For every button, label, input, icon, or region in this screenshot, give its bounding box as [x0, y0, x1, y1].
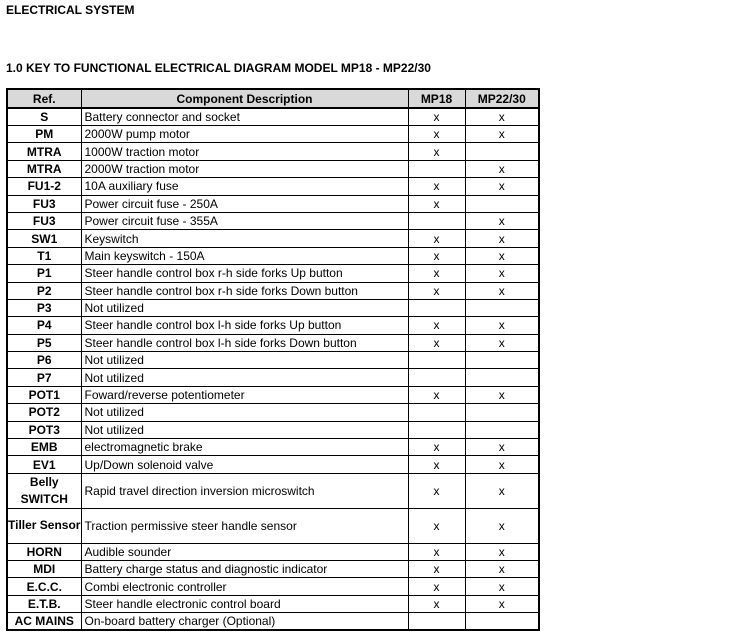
table-row [7, 317, 539, 334]
mp18-cell: x [408, 317, 465, 334]
description-cell: Combi electronic controller [81, 578, 408, 595]
mp22-30-cell [465, 352, 539, 369]
table-row [7, 143, 539, 160]
mp18-cell: x [408, 178, 465, 195]
description-cell: Audible sounder [81, 543, 408, 560]
header-ref: Ref. [7, 89, 81, 108]
ref-cell: FU1-2 [7, 178, 81, 195]
ref-cell: EMB [7, 439, 81, 456]
mp22-30-cell [465, 421, 539, 438]
table-row [7, 404, 539, 421]
mp22-30-cell: x [465, 456, 539, 473]
mp22-30-cell: x [465, 473, 539, 508]
ref-cell: MDI [7, 561, 81, 578]
ref-cell: PM [7, 126, 81, 143]
mp22-30-cell: x [465, 160, 539, 177]
ref-cell: Belly SWITCH [7, 473, 81, 508]
mp22-30-cell: x [465, 247, 539, 264]
ref-cell: FU3 [7, 195, 81, 212]
mp22-30-cell: x [465, 561, 539, 578]
ref-cell: FU3 [7, 212, 81, 229]
description-cell: 1000W traction motor [81, 143, 408, 160]
mp22-30-cell: x [465, 508, 539, 543]
mp22-30-cell: x [465, 230, 539, 247]
mp22-30-cell: x [465, 317, 539, 334]
description-cell: Not utilized [81, 299, 408, 316]
ref-cell: S [7, 108, 81, 126]
mp18-cell: x [408, 508, 465, 543]
mp22-30-cell: x [465, 578, 539, 595]
mp18-cell [408, 299, 465, 316]
description-cell: Steer handle control box r-h side forks Up button [81, 265, 408, 282]
table-row [7, 369, 539, 386]
mp22-30-cell: x [465, 439, 539, 456]
mp22-30-cell: x [465, 595, 539, 612]
ref-cell: SW1 [7, 230, 81, 247]
description-cell: Not utilized [81, 352, 408, 369]
description-cell: Keyswitch [81, 230, 408, 247]
mp22-30-cell: x [465, 126, 539, 143]
mp18-cell: x [408, 282, 465, 299]
description-cell: Battery charge status and diagnostic indicator [81, 561, 408, 578]
ref-cell: E.T.B. [7, 595, 81, 612]
mp22-30-cell: x [465, 334, 539, 351]
ref-cell: P2 [7, 282, 81, 299]
table-row [7, 613, 539, 631]
table-row [7, 561, 539, 578]
description-cell: 10A auxiliary fuse [81, 178, 408, 195]
ref-cell: AC MAINS [7, 613, 81, 631]
mp18-cell: x [408, 334, 465, 351]
table-row [7, 334, 539, 351]
ref-cell: POT1 [7, 386, 81, 403]
description-cell: Steer handle control box l-h side forks Down button [81, 334, 408, 351]
mp22-30-cell: x [465, 543, 539, 560]
description-cell: Power circuit fuse - 250A [81, 195, 408, 212]
mp22-30-cell: x [465, 265, 539, 282]
ref-cell: P4 [7, 317, 81, 334]
ref-cell: P7 [7, 369, 81, 386]
table-row [7, 265, 539, 282]
mp18-cell: x [408, 108, 465, 126]
table-row [7, 439, 539, 456]
mp18-cell [408, 160, 465, 177]
description-cell: Up/Down solenoid valve [81, 456, 408, 473]
table-row [7, 247, 539, 264]
table-row [7, 473, 539, 508]
mp22-30-cell [465, 404, 539, 421]
ref-cell: P1 [7, 265, 81, 282]
description-cell: Foward/reverse potentiometer [81, 386, 408, 403]
description-cell: Not utilized [81, 404, 408, 421]
header-mp18: MP18 [408, 89, 465, 108]
description-cell: Steer handle control box l-h side forks Up button [81, 317, 408, 334]
ref-cell: T1 [7, 247, 81, 264]
table-row [7, 595, 539, 612]
description-cell: Steer handle control box r-h side forks Down button [81, 282, 408, 299]
ref-cell: EV1 [7, 456, 81, 473]
table-row [7, 178, 539, 195]
section-title: 1.0 KEY TO FUNCTIONAL ELECTRICAL DIAGRAM MODEL MP18 - MP22/30 [6, 61, 431, 75]
description-cell: 2000W pump motor [81, 126, 408, 143]
header-mp22-30: MP22/30 [465, 89, 539, 108]
mp18-cell [408, 369, 465, 386]
table-row [7, 352, 539, 369]
mp18-cell: x [408, 195, 465, 212]
ref-cell: Tiller Sensor [7, 508, 81, 543]
mp22-30-cell [465, 299, 539, 316]
mp18-cell: x [408, 595, 465, 612]
page-title: ELECTRICAL SYSTEM [6, 3, 135, 17]
mp18-cell [408, 212, 465, 229]
mp18-cell [408, 352, 465, 369]
mp18-cell [408, 613, 465, 631]
mp18-cell: x [408, 230, 465, 247]
mp18-cell [408, 404, 465, 421]
ref-cell: POT3 [7, 421, 81, 438]
mp22-30-cell [465, 369, 539, 386]
mp18-cell: x [408, 247, 465, 264]
mp18-cell: x [408, 143, 465, 160]
description-cell: Steer handle electronic control board [81, 595, 408, 612]
description-cell: electromagnetic brake [81, 439, 408, 456]
mp22-30-cell [465, 143, 539, 160]
mp22-30-cell: x [465, 212, 539, 229]
table-row [7, 508, 539, 543]
ref-cell: E.C.C. [7, 578, 81, 595]
table-row [7, 282, 539, 299]
ref-cell: P6 [7, 352, 81, 369]
table-header-row [7, 89, 539, 108]
mp18-cell: x [408, 265, 465, 282]
mp18-cell: x [408, 456, 465, 473]
mp18-cell: x [408, 578, 465, 595]
mp18-cell: x [408, 126, 465, 143]
mp18-cell: x [408, 543, 465, 560]
mp18-cell: x [408, 561, 465, 578]
description-cell: On-board battery charger (Optional) [81, 613, 408, 631]
table-row [7, 421, 539, 438]
table-row [7, 212, 539, 229]
table-row [7, 386, 539, 403]
table-row [7, 195, 539, 212]
description-cell: Rapid travel direction inversion microswitch [81, 473, 408, 508]
mp22-30-cell: x [465, 178, 539, 195]
description-cell: Main keyswitch - 150A [81, 247, 408, 264]
description-cell: Not utilized [81, 369, 408, 386]
mp18-cell: x [408, 386, 465, 403]
table-row [7, 160, 539, 177]
component-table [6, 88, 540, 631]
mp18-cell [408, 421, 465, 438]
mp18-cell: x [408, 473, 465, 508]
ref-cell: HORN [7, 543, 81, 560]
ref-cell: P3 [7, 299, 81, 316]
table-row [7, 543, 539, 560]
ref-cell: POT2 [7, 404, 81, 421]
description-cell: Not utilized [81, 421, 408, 438]
table-row [7, 456, 539, 473]
mp22-30-cell: x [465, 386, 539, 403]
table-row [7, 108, 539, 126]
header-description: Component Description [81, 89, 408, 108]
ref-cell: P5 [7, 334, 81, 351]
mp22-30-cell [465, 613, 539, 631]
mp18-cell: x [408, 439, 465, 456]
description-cell: 2000W traction motor [81, 160, 408, 177]
table-row [7, 230, 539, 247]
table-row [7, 299, 539, 316]
ref-cell: MTRA [7, 143, 81, 160]
description-cell: Power circuit fuse - 355A [81, 212, 408, 229]
mp22-30-cell: x [465, 108, 539, 126]
ref-cell: MTRA [7, 160, 81, 177]
description-cell: Battery connector and socket [81, 108, 408, 126]
mp22-30-cell: x [465, 282, 539, 299]
table-row [7, 578, 539, 595]
table-body [7, 108, 539, 630]
mp22-30-cell [465, 195, 539, 212]
description-cell: Traction permissive steer handle sensor [81, 508, 408, 543]
table-row [7, 126, 539, 143]
